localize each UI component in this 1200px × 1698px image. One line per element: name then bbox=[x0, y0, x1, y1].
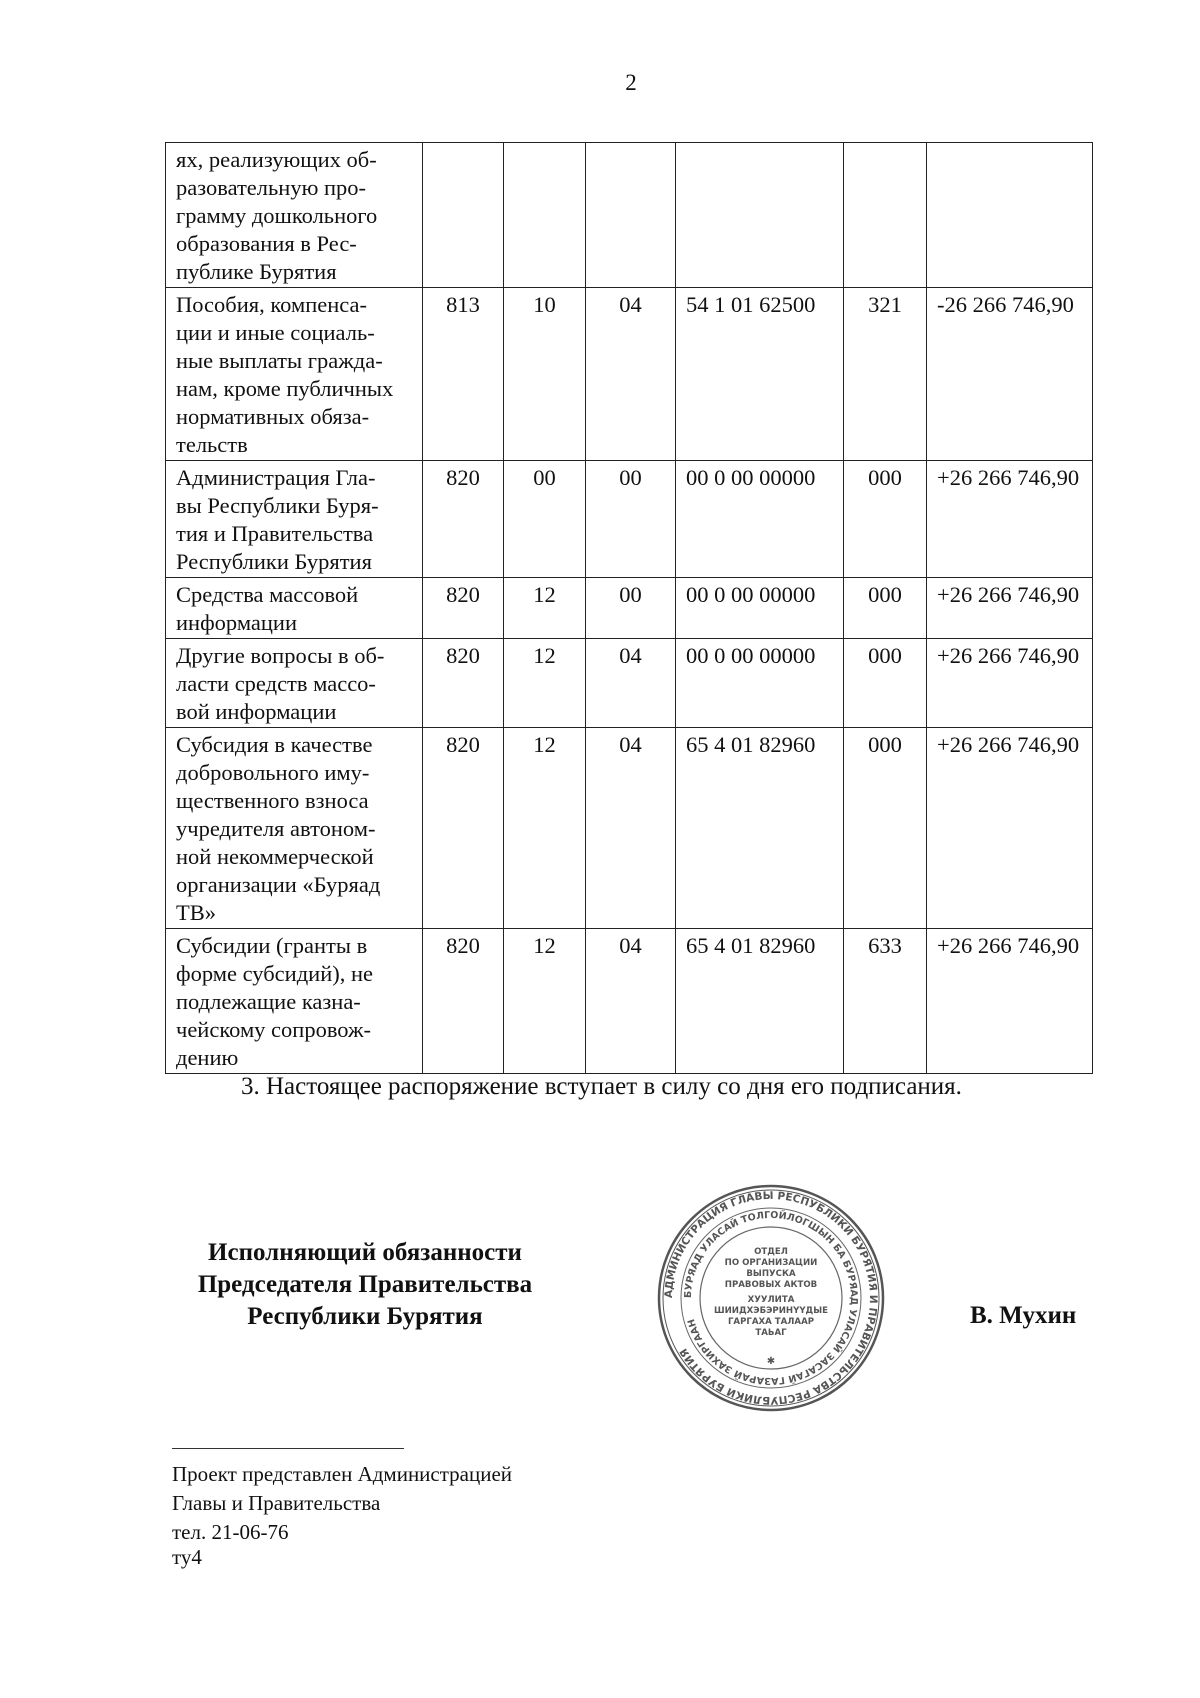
table-cell-expense-type: 633 bbox=[844, 929, 927, 1074]
table-cell-department-code bbox=[423, 143, 504, 288]
table-cell-department-code: 820 bbox=[423, 461, 504, 578]
table-cell-target-article: 65 4 01 82960 bbox=[676, 929, 844, 1074]
seal-center-line: ХУУЛИТА bbox=[747, 1295, 795, 1305]
signatory-title-line: Председателя Правительства bbox=[197, 1271, 533, 1298]
table-cell-target-article: 65 4 01 82960 bbox=[676, 728, 844, 929]
table-cell-department-code: 820 bbox=[423, 578, 504, 639]
budget-table bbox=[165, 142, 1093, 1074]
table-cell-department-code: 820 bbox=[423, 929, 504, 1074]
table-cell-description: Пособия, компенса- ции и иные социаль- ные выплаты гражда- нам, кроме публичных нормативных обяза- тельств bbox=[166, 288, 423, 461]
table-cell-subsection: 04 bbox=[586, 929, 676, 1074]
table-cell-amount: +26 266 746,90 bbox=[927, 728, 1093, 929]
table-cell-department-code: 820 bbox=[423, 639, 504, 728]
table-cell-section: 12 bbox=[504, 929, 586, 1074]
seal-center-line: ТАЬАГ bbox=[755, 1328, 787, 1338]
table-cell-target-article: 00 0 00 00000 bbox=[676, 578, 844, 639]
table-row bbox=[166, 728, 1093, 929]
table-cell-section: 12 bbox=[504, 578, 586, 639]
table-cell-section: 00 bbox=[504, 461, 586, 578]
table-cell-department-code: 820 bbox=[423, 728, 504, 929]
table-cell-subsection: 00 bbox=[586, 578, 676, 639]
table-cell-expense-type: 000 bbox=[844, 461, 927, 578]
table-cell-subsection: 04 bbox=[586, 639, 676, 728]
table-cell-amount: +26 266 746,90 bbox=[927, 929, 1093, 1074]
table-cell-target-article bbox=[676, 143, 844, 288]
budget-table-body bbox=[166, 143, 1093, 1074]
table-row bbox=[166, 929, 1093, 1074]
clause-3: 3. Настоящее распоряжение вступает в силу со дня его подписания. bbox=[241, 1073, 962, 1100]
seal-center-line: ГАРГАХА ТАЛААР bbox=[727, 1317, 815, 1327]
table-cell-subsection: 04 bbox=[586, 728, 676, 929]
seal-star-icon: ✱ bbox=[766, 1356, 776, 1367]
table-cell-section: 12 bbox=[504, 728, 586, 929]
table-cell-expense-type: 000 bbox=[844, 639, 927, 728]
footnote-line: Главы и Правительства bbox=[172, 1491, 381, 1515]
table-cell-expense-type: 000 bbox=[844, 728, 927, 929]
signatory-title bbox=[165, 1237, 565, 1333]
table-cell-target-article: 54 1 01 62500 bbox=[676, 288, 844, 461]
table-row bbox=[166, 288, 1093, 461]
table-cell-expense-type: 000 bbox=[844, 578, 927, 639]
table-cell-description: Средства массовой информации bbox=[166, 578, 423, 639]
table-cell-description: Другие вопросы в об- ласти средств массо- вой информации bbox=[166, 639, 423, 728]
table-cell-amount bbox=[927, 143, 1093, 288]
table-cell-subsection: 04 bbox=[586, 288, 676, 461]
seal-center-line: ШИИДХЭБЭРИНҮҮДЫЕ bbox=[713, 1306, 829, 1316]
footnote-line: тел. 21-06-76 bbox=[172, 1520, 289, 1544]
footnote-line: Проект представлен Администрацией bbox=[172, 1462, 513, 1486]
table-cell-subsection: 00 bbox=[586, 461, 676, 578]
table-cell-section: 10 bbox=[504, 288, 586, 461]
seal-outer-ring-text: АДМИНИСТРАЦИЯ ГЛАВЫ РЕСПУБЛИКИ БУРЯТИЯ И ПРАВИТЕЛЬСТВА РЕСПУБЛИКИ БУРЯТИЯ bbox=[662, 1189, 880, 1407]
footnote-divider bbox=[172, 1448, 404, 1449]
table-row bbox=[166, 578, 1093, 639]
table-cell-section bbox=[504, 143, 586, 288]
signatory-name: В. Мухин bbox=[970, 1302, 1077, 1329]
seal-center-line: ВЫПУСКА bbox=[746, 1269, 796, 1279]
signatory-title-line: Исполняющий обязанности bbox=[208, 1239, 522, 1266]
table-cell-amount: +26 266 746,90 bbox=[927, 578, 1093, 639]
seal-center-line: ПРАВОВЫХ АКТОВ bbox=[724, 1280, 818, 1290]
footnote bbox=[172, 1460, 512, 1547]
seal-center-line: ПО ОРГАНИЗАЦИИ bbox=[724, 1258, 818, 1268]
table-cell-expense-type bbox=[844, 143, 927, 288]
seal-center-line: ОТДЕЛ bbox=[754, 1247, 788, 1257]
table-cell-target-article: 00 0 00 00000 bbox=[676, 639, 844, 728]
official-seal-stamp bbox=[655, 1182, 887, 1414]
table-row bbox=[166, 461, 1093, 578]
document-code: ту4 bbox=[172, 1545, 202, 1569]
table-cell-description: Администрация Гла- вы Республики Буря- тия и Правительства Республики Бурятия bbox=[166, 461, 423, 578]
seal-inner-ring-text: БУРЯАД УЛАСАЙ ТОЛГОЙЛОГШЫН БА БУРЯАД УЛАСАЙ ЗАСАГАЙ ГАЗАРАЙ ЗАХИРГААН bbox=[682, 1209, 860, 1387]
table-cell-section: 12 bbox=[504, 639, 586, 728]
table-cell-subsection bbox=[586, 143, 676, 288]
table-cell-description: Субсидии (гранты в форме субсидий), не подлежащие казна- чейскому сопровож- дению bbox=[166, 929, 423, 1074]
table-cell-expense-type: 321 bbox=[844, 288, 927, 461]
table-cell-description: Субсидия в качестве добровольного иму- щественного взноса учредителя автоном- ной некоммерческой организации «Буряад ТВ» bbox=[166, 728, 423, 929]
signatory-title-line: Республики Бурятия bbox=[247, 1303, 483, 1330]
table-cell-department-code: 813 bbox=[423, 288, 504, 461]
table-cell-amount: +26 266 746,90 bbox=[927, 461, 1093, 578]
table-cell-description: ях, реализующих об- разовательную про- грамму дошкольного образования в Рес- публике Бурятия bbox=[166, 143, 423, 288]
table-cell-target-article: 00 0 00 00000 bbox=[676, 461, 844, 578]
page-number: 2 bbox=[625, 70, 637, 95]
table-row bbox=[166, 639, 1093, 728]
table-cell-amount: -26 266 746,90 bbox=[927, 288, 1093, 461]
table-row bbox=[166, 143, 1093, 288]
table-cell-amount: +26 266 746,90 bbox=[927, 639, 1093, 728]
